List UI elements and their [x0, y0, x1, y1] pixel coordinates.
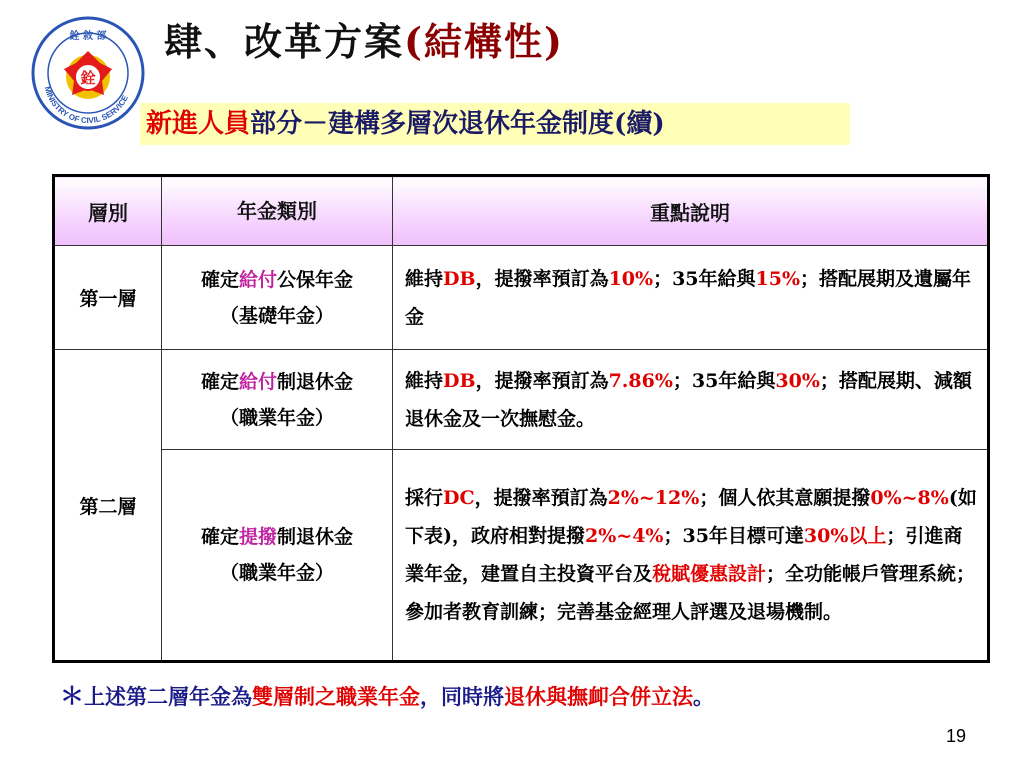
desc-text: ；35年給與	[653, 267, 756, 290]
type-text: 公保年金	[277, 268, 354, 291]
header-description: 重點說明	[393, 176, 989, 246]
header-layer: 層別	[54, 176, 162, 246]
type-text: 制退休金	[277, 370, 354, 393]
desc-highlight: DB	[443, 369, 476, 392]
tier1-description	[393, 246, 989, 350]
subtitle-rest: 部分－建構多層次退休年金制度(續)	[250, 109, 665, 139]
desc-highlight: 2%~12%	[607, 487, 700, 509]
footnote	[60, 676, 714, 711]
title-paren: (結構性)	[404, 19, 564, 64]
table-row	[54, 450, 989, 662]
desc-highlight: 0%~8%	[870, 487, 949, 509]
tier2-layer: 第二層	[54, 350, 162, 662]
desc-text: ，提撥率預訂為	[474, 487, 608, 509]
tier2a-type	[162, 350, 393, 450]
desc-text: ；全功能帳戶管理系統；參加者教育訓練；完善基金經理人評選及退場機制。	[405, 563, 976, 623]
desc-text: ；搭配展期及遺屬年金	[405, 267, 972, 328]
type-text: 確定	[200, 526, 239, 548]
note-highlight: 雙層制之職業年金	[252, 684, 420, 709]
type-sub: （基礎年金）	[219, 304, 334, 327]
desc-text: ，提撥率預訂為	[475, 369, 609, 392]
note-text: 。	[693, 684, 714, 709]
type-highlight: 提撥	[238, 526, 277, 548]
tier2b-type	[162, 450, 393, 662]
note-text: 上述第二層年金為	[84, 684, 252, 709]
table-header-row	[54, 176, 989, 246]
table-row	[54, 350, 989, 450]
type-highlight: 給付	[238, 370, 277, 393]
desc-text: ，提撥率預訂為	[475, 267, 609, 290]
type-text: 制退休金	[277, 526, 354, 548]
desc-text: 採行	[405, 487, 444, 509]
note-text: ，同時將	[420, 684, 504, 709]
type-sub: （職業年金）	[219, 406, 334, 429]
desc-highlight: 30%以上	[803, 525, 887, 547]
tier1-type	[162, 246, 393, 350]
desc-highlight: 10%	[608, 267, 654, 290]
logo-ring-text: MINISTRY OF CIVIL SERVICE	[42, 85, 130, 126]
type-text: 確定	[200, 370, 239, 393]
desc-text: (如下表)，政府相對提撥	[405, 487, 977, 547]
type-text: 確定	[200, 268, 239, 291]
tier1-layer: 第一層	[54, 246, 162, 350]
tier2b-description	[393, 450, 989, 662]
desc-text: 維持	[405, 369, 444, 392]
desc-highlight: 15%	[755, 267, 801, 290]
desc-text: ；35年給與	[672, 369, 776, 392]
page-number: 19	[946, 726, 967, 746]
desc-text: ；35年目標可達	[663, 525, 804, 547]
desc-text: ；個人依其意願提撥	[699, 487, 871, 509]
ministry-logo	[30, 15, 146, 131]
title-main: 肆、改革方案	[164, 19, 405, 64]
desc-text: ；引進商業年金，建置自主投資平台及	[405, 525, 963, 585]
table-row	[54, 246, 989, 350]
desc-highlight: DC	[443, 487, 475, 509]
page-title	[164, 14, 564, 70]
note-highlight: 退休與撫卹合併立法	[504, 684, 693, 709]
subtitle	[140, 103, 850, 145]
asterisk-icon: ＊	[60, 681, 84, 710]
header-type: 年金類別	[162, 176, 393, 246]
desc-text: 維持	[405, 267, 444, 290]
subtitle-highlight: 新進人員	[146, 109, 251, 139]
desc-highlight: DB	[443, 267, 476, 290]
pension-table	[52, 174, 990, 663]
logo-center-text: 銓	[80, 69, 96, 87]
desc-highlight: 稅賦優惠設計	[652, 563, 767, 585]
desc-highlight: 2%~4%	[585, 525, 664, 547]
desc-highlight: 30%	[775, 369, 820, 392]
tier2a-description	[393, 350, 989, 450]
desc-text: ；搭配展期、減額退休金及一次撫慰金。	[405, 369, 972, 430]
type-highlight: 給付	[238, 268, 277, 291]
logo-top-text: 銓 敘 部	[69, 31, 107, 42]
desc-highlight: 7.86%	[608, 369, 673, 392]
type-sub: （職業年金）	[219, 562, 334, 584]
